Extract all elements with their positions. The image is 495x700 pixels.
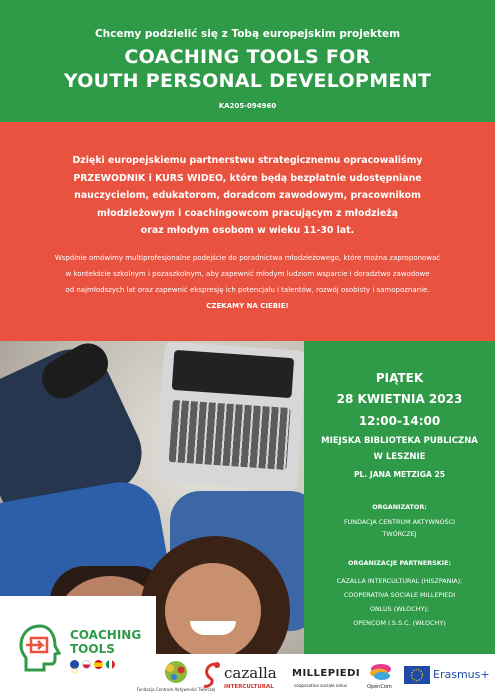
photo-laptop xyxy=(155,341,306,491)
head-arrow-icon xyxy=(18,624,62,674)
cazalla-sub: INTERCULTURAL xyxy=(224,684,274,690)
partner-line: CAZALLA INTERCULTURAL (HISZPANIA); xyxy=(336,577,463,585)
cazalla-name: cazalla xyxy=(224,664,277,682)
coaching-tools-logo xyxy=(0,596,156,700)
intro-bold-line: nauczycielom, edukatorom, doradcom zawodowym, pracownikom xyxy=(74,190,421,201)
event-details xyxy=(304,341,495,700)
intro-bold-line: PRZEWODNIK i KURS WIDEO, które będą bezpłatnie udostępniane xyxy=(73,172,422,184)
partner-logos xyxy=(136,654,495,700)
intro-bold-line: oraz młodym osobom w wieku 11-30 lat. xyxy=(140,225,355,236)
millepiedi-logo xyxy=(290,658,364,696)
intro-body-line: w kontekście szkolnym i pozaszkolnym, aby zapewnić młodym ludziom wsparcie i doradztwo zawodowe xyxy=(65,270,430,278)
project-code: KA205-094960 xyxy=(218,102,277,110)
organizer-name-cont: TWÓRCZEJ xyxy=(382,530,417,538)
organizer-name: FUNDACJA CENTRUM AKTYWNOŚCI xyxy=(343,518,456,526)
partner-line: ONLUS (WŁOCHY); xyxy=(369,605,430,613)
photo-woman-face xyxy=(165,563,261,659)
partners-list xyxy=(304,574,495,630)
laptop-screen xyxy=(172,350,294,398)
laptop-keyboard xyxy=(169,400,291,470)
intro-body-line: Wspólnie omówimy multiprofesjonalne podejście do poradnictwa młodzieżowego, które można zaproponować xyxy=(54,254,441,262)
event-day: PIĄTEK xyxy=(375,371,424,385)
header-lead: Chcemy podzielić się z Tobą europejskim projektem xyxy=(94,28,401,40)
header-banner xyxy=(0,0,495,122)
erasmus-name: Erasmus+ xyxy=(433,668,490,681)
logo-text-coaching: COACHING xyxy=(70,628,142,642)
partner-line: COOPERATIVA SOCIALE MILLEPIEDI xyxy=(343,591,456,599)
organizer-heading: ORGANIZATOR: xyxy=(372,503,427,511)
event-date: 28 KWIETNIA 2023 xyxy=(336,392,463,406)
intro-bold-line: młodzieżowym i coachingowcom pracującym z młodzieżą xyxy=(97,207,398,219)
project-title-line2: YOUTH PERSONAL DEVELOPMENT xyxy=(63,70,432,92)
erasmus-logo xyxy=(404,658,494,696)
intro-bold-text xyxy=(20,152,475,240)
partners-heading: ORGANIZACJE PARTNERSKIE: xyxy=(347,559,452,567)
intro-bold-line: Dzięki europejskiemu partnerstwu strategicznemu opracowaliśmy xyxy=(72,155,423,166)
event-venue: MIEJSKA BIBLIOTEKA PUBLICZNA xyxy=(321,436,478,446)
event-address: PL. JANA METZIGA 25 xyxy=(353,470,446,479)
intro-body-line: od najmłodszych lat oraz zapewnić ekspresję ich potencjału i talentów, rozwój osobisty i samopoznanie. xyxy=(65,286,430,294)
millepiedi-name: MILLEPIEDI xyxy=(292,668,361,679)
event-time: 12:00-14:00 xyxy=(358,414,441,428)
cazalla-symbol-icon xyxy=(202,660,222,690)
opencom-symbol-icon xyxy=(369,662,393,682)
logo-text-tools: TOOLS xyxy=(70,642,115,656)
fundacja-logo xyxy=(136,658,216,696)
eu-flag-icon xyxy=(70,660,79,669)
event-venue-city: W LESZNIE xyxy=(373,452,426,462)
italy-flag-icon xyxy=(106,660,115,669)
photo-woman-smile xyxy=(190,621,236,635)
poland-flag-icon xyxy=(82,660,91,669)
partner-line: OPENCOM I.S.S.C. (WŁOCHY) xyxy=(353,619,446,627)
call-to-action: CZEKAMY NA CIEBIE! xyxy=(206,302,289,310)
intro-body-text xyxy=(10,250,485,314)
spain-flag-icon xyxy=(94,660,103,669)
project-title-line1: COACHING TOOLS FOR xyxy=(124,46,371,68)
opencom-logo xyxy=(366,658,396,696)
eu-flag-icon xyxy=(404,666,430,684)
cazalla-logo xyxy=(202,658,282,696)
opencom-name: OpenCom xyxy=(367,684,392,690)
fundacja-caption: Fundacja Centrum Aktywności Twórczej xyxy=(136,687,216,692)
millepiedi-sub: cooperativa sociale onlus xyxy=(294,683,348,688)
intro-section xyxy=(0,122,495,341)
